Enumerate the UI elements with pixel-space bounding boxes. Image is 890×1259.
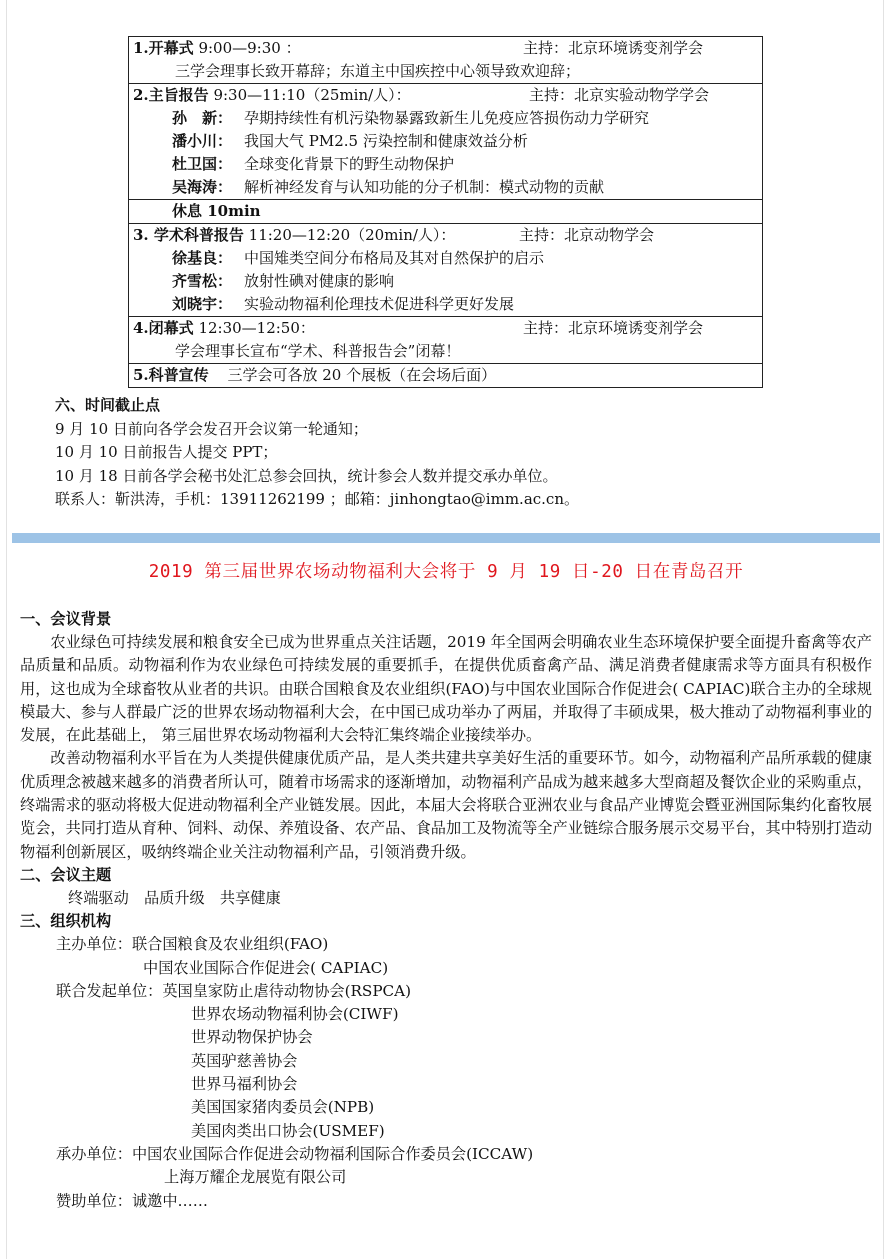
speaker-name: 杜卫国： xyxy=(172,155,233,173)
deadline-item: 10 月 10 日前报告人提交 PPT； xyxy=(55,443,278,461)
article-title: 2019 第三届世界农场动物福利大会将于 9 月 19 日-20 日在青岛召开 xyxy=(148,562,744,582)
host-label: 主办单位： xyxy=(56,935,132,954)
article xyxy=(20,558,872,1213)
contact-line: 联系人：靳洪涛，手机：13911262199 ；邮箱：jinhongtao@imm.ac.cn。 xyxy=(55,490,579,508)
background-paragraph: 改善动物福利水平旨在为人类提供健康优质产品，是人类共建共享美好生活的重要环节。如今，动物福利产品所承载的健康优质理念被越来越多的消费者所认可，随着市场需求的逐渐增加，动物福利产品成为越来越多大型商超及餐饮企业的采购重点，终端需求的驱动将极大促进动物福利全产业链发展。因此，本届大会将联合亚洲农业与食品产业博览会暨亚洲国际集约化畜牧展览会，共同打造从育种、饲料、动保、养殖设备、农产品、食品加工及物流等全产业链综合服务展示交易平台，其中特别打造动物福利创新展区，吸纳终端企业关注动物福利产品，引领消费升级。 xyxy=(20,749,872,861)
talk-topic: 我国大气 PM2.5 污染控制和健康效益分析 xyxy=(244,132,528,150)
popular-host: 主持：北京动物学会 xyxy=(519,226,655,244)
schedule-row-keynote xyxy=(129,84,763,200)
organization-heading: 三、组织机构 xyxy=(20,912,112,931)
keynote-talk xyxy=(133,153,762,176)
organizer-line xyxy=(20,1143,872,1166)
promo-title: 5.科普宣传 xyxy=(133,366,209,384)
cohost-item: 美国国家猪肉委员会(NPB) xyxy=(191,1098,375,1117)
keynote-talk xyxy=(133,176,762,199)
closing-time: 12:30—12:50： xyxy=(193,319,315,337)
keynote-time: 9:30—11:10（25min/人）： xyxy=(208,86,411,104)
popular-title: 3. 学术科普报告 xyxy=(133,226,244,244)
sponsor-text: 诚邀中…… xyxy=(131,1191,208,1210)
popular-talk xyxy=(133,247,762,270)
theme-heading: 二、会议主题 xyxy=(20,865,112,884)
opening-host: 主持：北京环境诱变剂学会 xyxy=(523,39,704,57)
keynote-talk xyxy=(133,107,762,130)
talk-topic: 孕期持续性有机污染物暴露致新生儿免疫应答损伤动力学研究 xyxy=(244,109,650,127)
talk-topic: 放射性碘对健康的影响 xyxy=(244,272,395,290)
cohost-item: 英国驴慈善协会 xyxy=(191,1051,298,1070)
speaker-name: 潘小川： xyxy=(172,132,233,150)
deadline-heading: 六、时间截止点 xyxy=(55,396,161,414)
speaker-name: 徐基良： xyxy=(172,249,233,267)
host-item: 中国农业国际合作促进会( CAPIAC) xyxy=(143,958,389,977)
speaker-name: 齐雪松： xyxy=(172,272,233,290)
organizer-item: 中国农业国际合作促进会动物福利国际合作委员会(ICCAW) xyxy=(131,1144,534,1163)
cohost-item: 世界动物保护协会 xyxy=(191,1028,313,1047)
organizer-item: 上海万耀企龙展览有限公司 xyxy=(164,1168,347,1187)
popular-talk xyxy=(133,293,762,316)
schedule-table xyxy=(128,36,763,388)
promo-detail: 三学会可各放 20 个展板（在会场后面） xyxy=(227,366,497,384)
organizer-label: 承办单位： xyxy=(56,1144,132,1163)
speaker-name: 吴海涛： xyxy=(172,178,233,196)
closing-host: 主持：北京环境诱变剂学会 xyxy=(523,319,704,337)
opening-detail: 三学会理事长致开幕辞；东道主中国疾控中心领导致欢迎辞； xyxy=(175,62,581,80)
background-paragraph: 农业绿色可持续发展和粮食安全已成为世界重点关注话题，2019 年全国两会明确农业生态环境保护要全面提升畜禽等农产品质量和品质。动物福利作为农业绿色可持续发展的重要抓手，在提供优质畜禽产品、满足消费者健康需求等方面具有积极作用，这也成为全球畜牧从业者的共识。由联合国粮食及农业组织(FAO)与中国农业国际合作促进会( CAPIAC)联合主办的全球规模最大、参与人群最广泛的世界农场动物福利大会，在中国已成功举办了两届，并取得了丰硕成果，极大推动了动物福利事业的发展，在此基础上， 第三届世界农场动物福利大会特汇集终端企业接续举办。 xyxy=(20,633,872,745)
popular-talk xyxy=(133,270,762,293)
deadline-item: 9 月 10 日前向各学会发召开会议第一轮通知； xyxy=(55,419,368,438)
deadline-item: 10 月 18 日前各学会秘书处汇总参会回执，统计参会人数并提交承办单位。 xyxy=(55,466,558,485)
schedule-row-popular xyxy=(129,224,763,317)
cohost-line xyxy=(20,980,872,1003)
cohost-item: 世界马福利协会 xyxy=(191,1075,298,1094)
closing-detail: 学会理事长宣布“学术、科普报告会”闭幕！ xyxy=(175,342,461,360)
popular-time: 11:20—12:20（20min/人）： xyxy=(243,226,456,244)
sponsor-line xyxy=(20,1190,872,1213)
speaker-name: 刘晓宇： xyxy=(172,295,233,313)
cohost-item: 美国肉类出口协会(USMEF) xyxy=(191,1121,385,1140)
keynote-host: 主持：北京实验动物学学会 xyxy=(529,86,710,104)
opening-time: 9:00—9:30 ： xyxy=(193,39,301,57)
cohost-item: 英国皇家防止虐待动物协会(RSPCA) xyxy=(162,981,412,1000)
opening-title: 1.开幕式 xyxy=(133,39,194,57)
closing-title: 4.闭幕式 xyxy=(133,319,194,337)
host-line xyxy=(20,933,872,956)
schedule-row-promo xyxy=(129,364,763,388)
break-label: 休息 10min xyxy=(172,202,261,220)
speaker-name: 孙 新： xyxy=(172,109,233,127)
talk-topic: 解析神经发育与认知功能的分子机制：模式动物的贡献 xyxy=(244,178,605,196)
schedule-row-closing xyxy=(129,317,763,364)
theme-text: 终端驱动 品质升级 共享健康 xyxy=(68,888,281,907)
sponsor-label: 赞助单位： xyxy=(56,1191,132,1210)
section-divider xyxy=(12,533,880,543)
cohost-label: 联合发起单位： xyxy=(56,981,163,1000)
keynote-talk xyxy=(133,130,762,153)
keynote-title: 2.主旨报告 xyxy=(133,86,209,104)
schedule-row-break xyxy=(129,200,763,224)
schedule-row-opening xyxy=(129,37,763,84)
host-item: 联合国粮食及农业组织(FAO) xyxy=(131,935,329,954)
talk-topic: 实验动物福利伦理技术促进科学更好发展 xyxy=(244,295,515,313)
talk-topic: 全球变化背景下的野生动物保护 xyxy=(244,155,455,173)
talk-topic: 中国雉类空间分布格局及其对自然保护的启示 xyxy=(244,249,545,267)
deadline-section xyxy=(55,394,579,512)
background-heading: 一、会议背景 xyxy=(20,610,112,628)
cohost-item: 世界农场动物福利协会(CIWF) xyxy=(191,1005,399,1024)
